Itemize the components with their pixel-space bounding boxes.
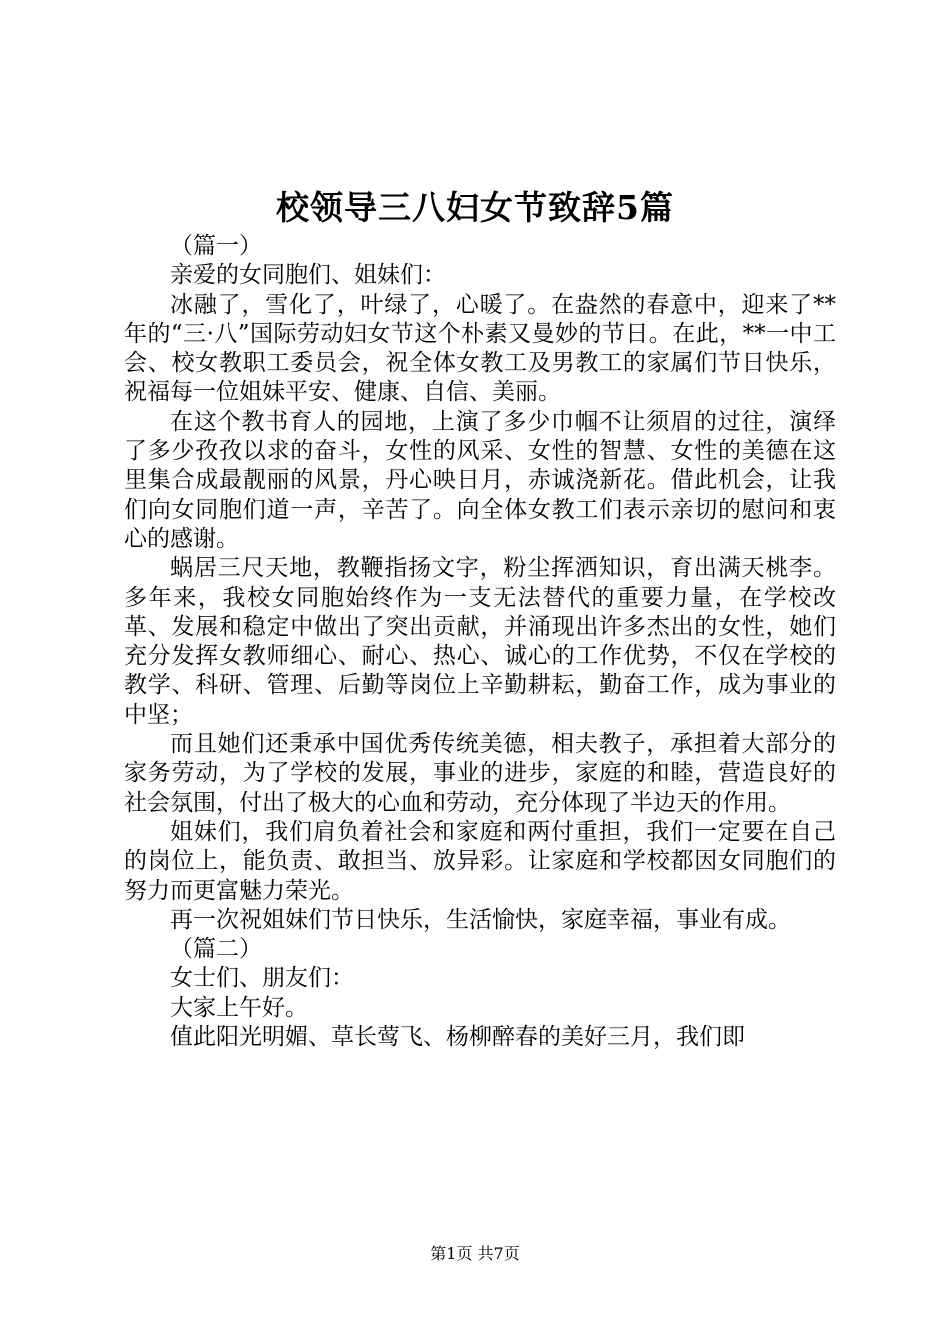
document-body xyxy=(124,232,836,1052)
page-footer: 第1页 共7页 xyxy=(430,1244,520,1263)
section-heading-2: （篇二） xyxy=(170,936,262,963)
body-paragraph: 姐妹们，我们肩负着社会和家庭和两付重担，我们一定要在自己的岗位上，能负责、敢担当、放异彩。让家庭和学校都因女同胞们的努力而更富魅力荣光。 xyxy=(124,818,836,904)
body-paragraph: 而且她们还秉承中国优秀传统美德，相夫教子，承担着大部分的家务劳动，为了学校的发展，事业的进步，家庭的和睦，营造良好的社会氛围，付出了极大的心血和劳动，充分体现了半边天的作用。 xyxy=(124,731,836,816)
salutation-2: 女士们、朋友们： xyxy=(170,965,354,992)
body-paragraph: 值此阳光明媚、草长莺飞、杨柳醉春的美好三月，我们即 xyxy=(170,1024,745,1051)
greeting: 大家上午好。 xyxy=(170,994,308,1021)
document-title: 校领导三八妇女节致辞5篇 xyxy=(276,188,674,227)
salutation-1: 亲爱的女同胞们、姐妹们： xyxy=(170,262,446,289)
body-paragraph: 蜗居三尺天地，教鞭指扬文字，粉尘挥洒知识，育出满天桃李。多年来，我校女同胞始终作为一支无法替代的重要力量，在学校改革、发展和稳定中做出了突出贡献，并涌现出许多杰出的女性，她们充分发挥女教师细心、耐心、热心、诚心的工作优势，不仅在学校的教学、科研、管理、后勤等岗位上辛勤耕耘，勤奋工作，成为事业的中坚； xyxy=(124,555,836,728)
body-paragraph: 冰融了，雪化了，叶绿了，心暖了。在盎然的春意中，迎来了**年的“三·八”国际劳动妇女节这个朴素又曼妙的节日。在此，**一中工会、校女教职工委员会，祝全体女教工及男教工的家属们节日快乐，祝福每一位姐妹平安、健康、自信、美丽。 xyxy=(124,291,836,406)
section-heading-1: （篇一） xyxy=(170,233,262,259)
body-paragraph: 再一次祝姐妹们节日快乐，生活愉快，家庭幸福，事业有成。 xyxy=(170,906,791,933)
body-paragraph: 在这个教书育人的园地，上演了多少巾帼不让须眉的过往，演绎了多少孜孜以求的奋斗，女性的风采、女性的智慧、女性的美德在这里集合成最靓丽的风景，丹心映日月，赤诚浇新花。借此机会，让我们向女同胞们道一声，辛苦了。向全体女教工们表示亲切的慰问和衷心的感谢。 xyxy=(124,408,836,552)
